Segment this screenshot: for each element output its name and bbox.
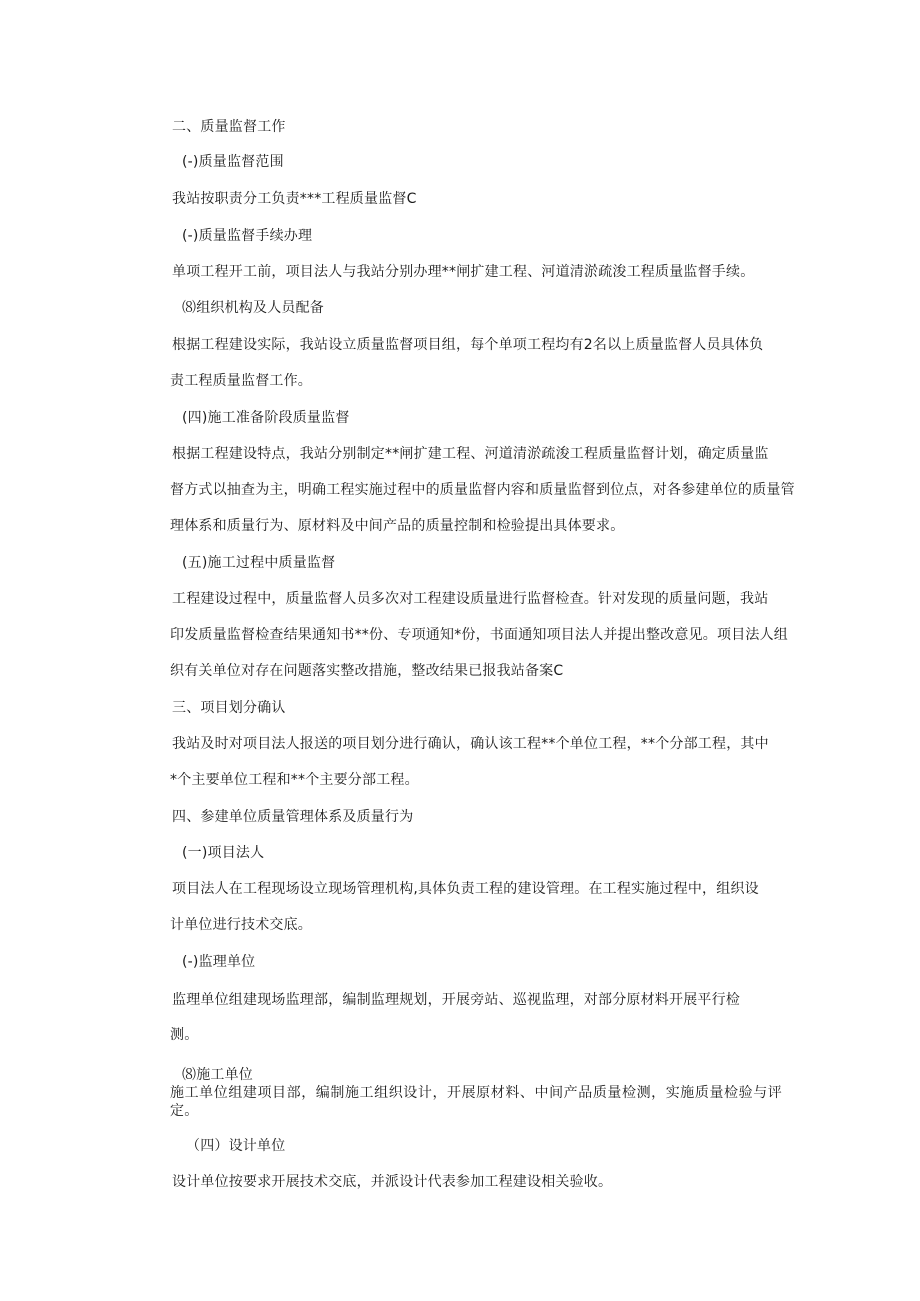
paragraph: 施工单位组建项目部，编制施工组织设计，开展原材料、中间产品质量检测，实施质量检验与评定。	[170, 1085, 782, 1119]
paragraph-line: 根据工程建设特点，我站分别制定**闸扩建工程、河道清淤疏浚工程质量监督计划，确定质量监	[172, 446, 769, 462]
paragraph-line: 督方式以抽查为主，明确工程实施过程中的质量监督内容和质量监督到位点，对各参建单位的质量管	[170, 482, 795, 498]
subsection-heading: (-)质量监督手续办理	[182, 228, 313, 244]
subsection-heading: ⑻组织机构及人员配备	[182, 300, 324, 316]
paragraph: 设计单位按要求开展技术交底，并派设计代表参加工程建设相关验收。	[172, 1174, 613, 1190]
subsection-heading: (五)施工过程中质量监督	[182, 555, 336, 571]
paragraph-line: 我站及时对项目法人报送的项目划分进行确认，确认该工程**个单位工程，**个分部工程，其中	[172, 736, 769, 752]
paragraph-line: 监理单位组建现场监理部，编制监理规划，开展旁站、巡视监理，对部分原材料开展平行检	[172, 992, 740, 1008]
paragraph: 我站按职责分工负责***工程质量监督C	[172, 191, 417, 207]
paragraph-line: 织有关单位对存在问题落实整改措施，整改结果已报我站备案C	[170, 663, 564, 679]
paragraph-line: *个主要单位工程和**个主要分部工程。	[170, 772, 419, 788]
paragraph-line: 项目法人在工程现场设立现场管理机构,具体负责工程的建设管理。在工程实施过程中，组织设	[172, 881, 759, 897]
section-heading: 二、质量监督工作	[172, 119, 286, 135]
paragraph-line: 责工程质量监督工作。	[170, 373, 312, 389]
paragraph: 单项工程开工前，项目法人与我站分别办理**闸扩建工程、河道清淤疏浚工程质量监督手续。	[172, 264, 755, 280]
paragraph-line: 理体系和质量行为、原材料及中间产品的质量控制和检验提出具体要求。	[170, 518, 625, 534]
subsection-heading: (一)项目法人	[182, 845, 265, 861]
subsection-heading: ⑻施工单位	[182, 1067, 253, 1083]
subsection-heading: (-)质量监督范围	[182, 154, 284, 170]
paragraph-line: 工程建设过程中，质量监督人员多次对工程建设质量进行监督检查。针对发现的质量问题，我站	[172, 591, 769, 607]
paragraph-line: 测。	[170, 1027, 199, 1043]
paragraph-line: 计单位进行技术交底。	[170, 917, 312, 933]
section-heading: 三、项目划分确认	[172, 700, 286, 716]
subsection-heading: （四）设计单位	[186, 1138, 286, 1154]
subsection-heading: (-)监理单位	[182, 954, 256, 970]
paragraph-line: 印发质量监督检查结果通知书**份、专项通知*份，书面通知项目法人并提出整改意见。项目法人组	[170, 627, 788, 643]
section-heading: 四、参建单位质量管理体系及质量行为	[172, 809, 414, 825]
paragraph-line: 根据工程建设实际，我站设立质量监督项目组，每个单项工程均有2名以上质量监督人员具体负	[172, 337, 764, 353]
subsection-heading: (四)施工准备阶段质量监督	[182, 410, 350, 426]
